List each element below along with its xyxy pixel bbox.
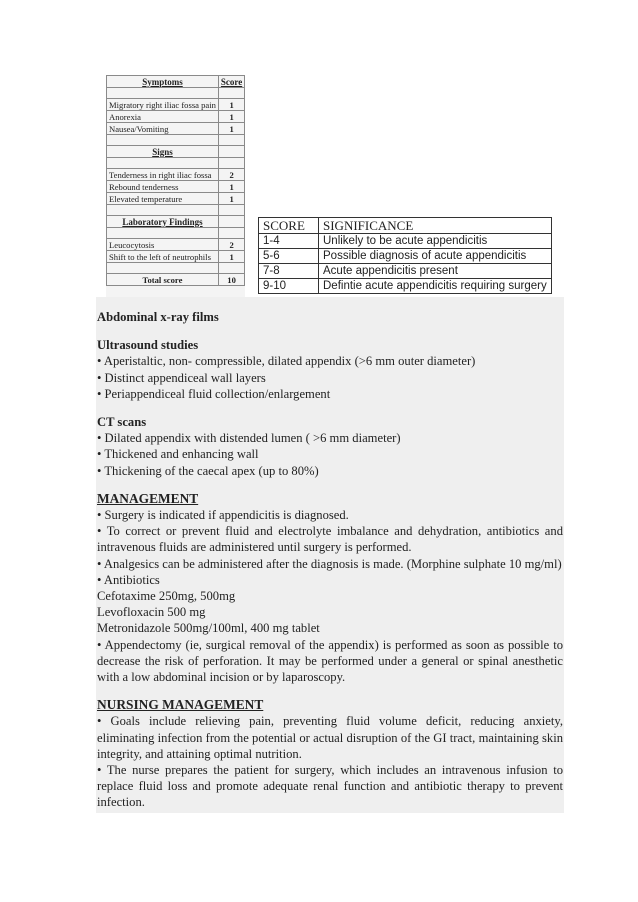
list-item: • Distinct appendiceal wall layers — [97, 370, 266, 385]
xray-heading: Abdominal x-ray films — [97, 310, 219, 324]
total-row: Total score 10 — [107, 274, 245, 286]
list-item: • Periappendiceal fluid collection/enlargement — [97, 386, 331, 401]
table-row: 1-4 Unlikely to be acute appendicitis — [259, 234, 552, 249]
ultrasound-heading: Ultrasound studies — [97, 338, 199, 353]
symptoms-header: Symptoms — [107, 76, 219, 88]
list-item: • Goals include relieving pain, preventing fluid volume deficit, reducing anxiety, eliminating infection from the potential or actual disruption of the GI tract, maintaining skin integrity, and attaining optimal nutrition. — [97, 714, 563, 761]
drug-item: Cefotaxime 250mg, 500mg — [97, 589, 236, 604]
list-item: • Appendectomy (ie, surgical removal of the appendix) is performed as soon as possible to decrease the risk of perforation. It may be performed under a general or spinal anesthetic with a low abdominal incision or by laparoscopy. — [97, 637, 563, 685]
list-item: • Aperistaltic, non- compressible, dilated appendix (>6 mm outer diameter) — [97, 354, 476, 369]
drug-item: Metronidazole 500mg/100ml, 400 mg tablet — [97, 621, 320, 636]
list-item: • Thickening of the caecal apex (up to 80%) — [97, 463, 319, 478]
alvarado-score-table — [106, 75, 245, 297]
significance-column-header: SIGNIFICANCE — [319, 218, 552, 234]
document-body — [97, 309, 563, 811]
table-row: Leucocytosis 2 — [107, 239, 245, 251]
list-item: • Thickened and enhancing wall — [97, 447, 259, 462]
significance-table — [258, 217, 552, 294]
table-row: Rebound tenderness 1 — [107, 181, 245, 193]
score-column-header: SCORE — [259, 218, 319, 234]
list-item: • Dilated appendix with distended lumen ( >6 mm diameter) — [97, 431, 401, 446]
signs-header: Signs — [107, 146, 219, 158]
table-row: Tenderness in right iliac fossa 2 — [107, 169, 245, 181]
ct-heading: CT scans — [97, 415, 147, 430]
table-row: Migratory right iliac fossa pain 1 — [107, 99, 245, 111]
table-row: Nausea/Vomiting 1 — [107, 123, 245, 135]
nursing-heading: NURSING MANAGEMENT — [97, 697, 264, 713]
score-header: Score — [218, 76, 244, 88]
table-row: 9-10 Defintie acute appendicitis requiring surgery — [259, 279, 552, 294]
table-row: Elevated temperature 1 — [107, 193, 245, 205]
list-item: • Antibiotics — [97, 572, 160, 587]
table-row: 7-8 Acute appendicitis present — [259, 264, 552, 279]
management-heading: MANAGEMENT — [97, 490, 199, 506]
table-row: Anorexia 1 — [107, 111, 245, 123]
list-item: • The nurse prepares the patient for surgery, which includes an intravenous infusion to replace fluid loss and promote adequate renal function and antibiotic therapy to prevent infection. — [97, 763, 563, 810]
drug-item: Levofloxacin 500 mg — [97, 605, 206, 620]
table-row: Shift to the left of neutrophils 1 — [107, 251, 245, 263]
list-item: • Surgery is indicated if appendicitis is diagnosed. — [97, 508, 349, 523]
lab-findings-header: Laboratory Findings — [107, 216, 219, 228]
list-item: • Analgesics can be administered after the diagnosis is made. (Morphine sulphate 10 mg/ml) — [97, 556, 562, 571]
table-row: 5-6 Possible diagnosis of acute appendicitis — [259, 249, 552, 264]
list-item: • To correct or prevent fluid and electrolyte imbalance and dehydration, antibiotics and intravenous fluids are administered until surgery is performed. — [97, 524, 563, 555]
